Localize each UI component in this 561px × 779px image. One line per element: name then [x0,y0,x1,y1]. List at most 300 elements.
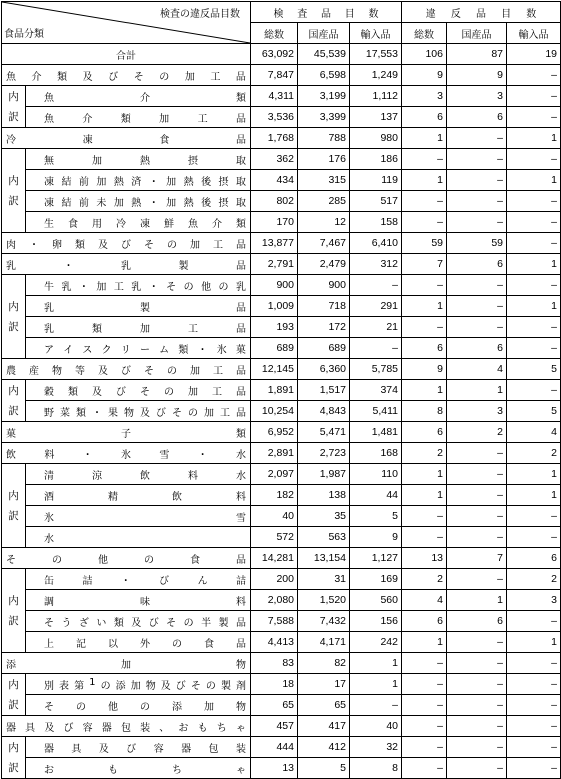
subcategory-label-text: 上 記 以 外 の 食 品 [44,638,246,650]
subcategory-label [26,296,251,317]
category-label [2,443,251,464]
value-cell: 8 [402,401,447,422]
value-cell: – [447,758,507,779]
value-cell: – [350,695,402,716]
value-cell: 1 [402,296,447,317]
value-cell: 1 [402,632,447,653]
value-cell: – [447,191,507,212]
value-cell: 900 [251,275,298,296]
subcategory-label-text: 乳 製 品 [44,302,246,314]
value-cell: – [402,149,447,170]
sub-header: 総数 [402,23,447,44]
value-cell: – [447,653,507,674]
value-cell: 7 [447,548,507,569]
category-label-text: 菓 子 類 [6,428,246,440]
value-cell: 12 [298,212,350,233]
breakdown-side-label: 内 訳 [2,737,26,779]
value-cell: 689 [298,338,350,359]
value-cell: 1,520 [298,590,350,611]
value-cell: 65 [251,695,298,716]
value-cell: 7,847 [251,65,298,86]
category-label [2,65,251,86]
subcategory-label-text: 牛 乳 ・ 加 工 乳 ・ そ の 他 の 乳 [44,281,246,293]
subcategory-label [26,674,251,695]
value-cell: 8 [350,758,402,779]
subcategory-row [2,212,561,233]
value-cell: – [507,149,561,170]
value-cell: 374 [350,380,402,401]
subcategory-label [26,569,251,590]
sub-header: 輸入品 [350,23,402,44]
sub-header: 総数 [251,23,298,44]
value-cell: – [507,653,561,674]
subcategory-label [26,737,251,758]
category-row [2,422,561,443]
value-cell: 572 [251,527,298,548]
subcategory-label [26,338,251,359]
value-cell: 2 [507,569,561,590]
value-cell: – [447,128,507,149]
subcategory-row [2,170,561,191]
subcategory-label [26,149,251,170]
value-cell: 5 [507,401,561,422]
subcategory-row [2,464,561,485]
subcategory-label-text: 凍 結 前 加 熱 済 ・ 加 熱 後 摂 取 [44,176,246,188]
value-cell: 2,891 [251,443,298,464]
value-cell: 5 [350,506,402,527]
value-cell: 13,154 [298,548,350,569]
value-cell: 40 [251,506,298,527]
subcategory-row [2,338,561,359]
value-cell: 457 [251,716,298,737]
category-label [2,653,251,674]
value-cell: – [507,338,561,359]
value-cell: 3 [447,86,507,107]
value-cell: 158 [350,212,402,233]
category-label [2,359,251,380]
value-cell: 31 [298,569,350,590]
category-row [2,716,561,737]
value-cell: – [447,170,507,191]
value-cell: 3 [402,86,447,107]
value-cell: 1 [507,170,561,191]
value-cell: 3 [507,590,561,611]
subcategory-row [2,695,561,716]
value-cell: 1 [402,485,447,506]
value-cell: – [507,716,561,737]
value-cell: 1 [402,464,447,485]
value-cell: 1 [402,170,447,191]
value-cell: 6 [447,107,507,128]
subcategory-row [2,527,561,548]
value-cell: – [447,632,507,653]
sub-header: 国産品 [298,23,350,44]
value-cell: – [447,464,507,485]
value-cell: 1,481 [350,422,402,443]
value-cell: 6 [447,338,507,359]
value-cell: 10,254 [251,401,298,422]
value-cell: – [507,611,561,632]
subcategory-label [26,191,251,212]
subcategory-label [26,611,251,632]
category-label [2,548,251,569]
value-cell: – [507,107,561,128]
category-row [2,548,561,569]
subcategory-row [2,86,561,107]
value-cell: 7,467 [298,233,350,254]
category-label-text: 冷 凍 食 品 [6,134,246,146]
category-label-text: 器 具 及 び 容 器 包 装 、 お も ち ゃ [6,722,246,734]
category-label-text: 添 加 物 [6,659,246,671]
subcategory-label-text: そ う ざ い 類 及 び そ の 半 製 品 [44,617,246,629]
value-cell: 1,891 [251,380,298,401]
value-cell: 19 [507,44,561,65]
value-cell: 7 [402,254,447,275]
value-cell: 182 [251,485,298,506]
value-cell: 6 [402,107,447,128]
value-cell: 170 [251,212,298,233]
value-cell: 980 [350,128,402,149]
value-cell: 5 [298,758,350,779]
subcategory-label-text: 清 涼 飲 料 水 [44,470,246,482]
value-cell: 2 [402,443,447,464]
value-cell: 2,097 [251,464,298,485]
subcategory-label-text: 穀 類 及 び そ の 加 工 品 [44,386,246,398]
value-cell: – [507,233,561,254]
breakdown-side-label: 内 訳 [2,275,26,359]
value-cell: 1 [507,485,561,506]
value-cell: – [402,191,447,212]
value-cell: – [507,506,561,527]
breakdown-side-label: 内 訳 [2,380,26,422]
value-cell: 1,127 [350,548,402,569]
value-cell: 315 [298,170,350,191]
value-cell: 137 [350,107,402,128]
subcategory-label-text: 魚 介 類 加 工 品 [44,113,246,125]
value-cell: 9 [350,527,402,548]
value-cell: 1 [507,128,561,149]
value-cell: – [350,338,402,359]
value-cell: 4,413 [251,632,298,653]
value-cell: 110 [350,464,402,485]
subcategory-label [26,632,251,653]
subcategory-row [2,569,561,590]
subcategory-label [26,485,251,506]
subcategory-row [2,275,561,296]
category-label-text: 肉 ・ 卵 類 及 び そ の 加 工 品 [6,239,246,251]
value-cell: 5 [507,359,561,380]
subcategory-row [2,380,561,401]
subcategory-label [26,590,251,611]
value-cell: 285 [298,191,350,212]
value-cell: 563 [298,527,350,548]
value-cell: – [447,296,507,317]
category-label [2,233,251,254]
value-cell: 1 [507,464,561,485]
value-cell: 45,539 [298,44,350,65]
value-cell: – [402,506,447,527]
value-cell: 3,399 [298,107,350,128]
category-row [2,653,561,674]
value-cell: 412 [298,737,350,758]
category-row [2,233,561,254]
subcategory-label-text: 氷 雪 [44,512,246,524]
value-cell: – [447,149,507,170]
value-cell: 291 [350,296,402,317]
value-cell: 1 [507,296,561,317]
category-label [2,422,251,443]
value-cell: – [447,527,507,548]
group-inspect-header [251,2,402,23]
subcategory-label-text: そ の 他 の 添 加 物 [44,701,246,713]
value-cell: 689 [251,338,298,359]
value-cell: 1 [507,254,561,275]
value-cell: 2 [447,422,507,443]
corner-top-label: 検査の違反品目数 [160,9,240,20]
value-cell: 6 [447,611,507,632]
group-violation-header [402,2,561,23]
subcategory-label [26,380,251,401]
value-cell: 1 [402,128,447,149]
value-cell: – [402,695,447,716]
value-cell: 1 [350,674,402,695]
value-cell: 1,112 [350,86,402,107]
value-cell: 138 [298,485,350,506]
value-cell: – [402,212,447,233]
subcategory-row [2,758,561,779]
subcategory-label-text: 野 菜 類 ・ 果 物 及 び そ の 加 工 品 [44,407,246,419]
value-cell: – [402,275,447,296]
value-cell: 3,199 [298,86,350,107]
group-inspect-label: 検 査 品 目 数 [273,8,379,20]
value-cell: 2,723 [298,443,350,464]
category-label-text: 飲 料 ・ 氷 雪 ・ 水 [6,449,246,461]
value-cell: – [507,317,561,338]
corner-bottom-label: 食品分類 [4,29,44,40]
value-cell: 87 [447,44,507,65]
value-cell: – [507,212,561,233]
value-cell: 18 [251,674,298,695]
value-cell: 119 [350,170,402,191]
value-cell: 7,588 [251,611,298,632]
corner-cell [2,2,251,44]
sub-header: 輸入品 [507,23,561,44]
value-cell: 59 [447,233,507,254]
value-cell: 802 [251,191,298,212]
value-cell: 434 [251,170,298,191]
value-cell: 900 [298,275,350,296]
value-cell: 176 [298,149,350,170]
value-cell: 362 [251,149,298,170]
value-cell: – [402,758,447,779]
value-cell: 417 [298,716,350,737]
subcategory-label-text: 器 具 及 び 容 器 包 装 [44,743,246,755]
value-cell: – [402,716,447,737]
value-cell: – [507,758,561,779]
value-cell: 1,987 [298,464,350,485]
category-label-text: 乳 ・ 乳 製 品 [6,260,246,272]
subcategory-row [2,674,561,695]
value-cell: 65 [298,695,350,716]
value-cell: 172 [298,317,350,338]
value-cell: 13 [402,548,447,569]
table-body [2,44,561,779]
value-cell: – [507,86,561,107]
value-cell: 1 [350,653,402,674]
subcategory-label [26,86,251,107]
breakdown-side-label: 内 訳 [2,569,26,653]
value-cell: 156 [350,611,402,632]
breakdown-side-label: 内 訳 [2,464,26,548]
value-cell: – [447,443,507,464]
value-cell: 13,877 [251,233,298,254]
value-cell: 2 [402,569,447,590]
subcategory-label [26,464,251,485]
value-cell: 4,311 [251,86,298,107]
value-cell: 6 [402,422,447,443]
value-cell: – [507,191,561,212]
subcategory-label [26,695,251,716]
value-cell: 200 [251,569,298,590]
value-cell: – [402,737,447,758]
value-cell: – [447,506,507,527]
value-cell: 4 [507,422,561,443]
category-row [2,359,561,380]
value-cell: 44 [350,485,402,506]
value-cell: – [507,65,561,86]
value-cell: – [447,695,507,716]
category-label [2,716,251,737]
subcategory-label [26,758,251,779]
total-label-text: 合 計 [116,50,136,62]
value-cell: 560 [350,590,402,611]
value-cell: 83 [251,653,298,674]
subcategory-row [2,632,561,653]
value-cell: – [402,653,447,674]
value-cell: 2,080 [251,590,298,611]
value-cell: 9 [447,65,507,86]
value-cell: 12,145 [251,359,298,380]
subcategory-label [26,401,251,422]
value-cell: 6,598 [298,65,350,86]
value-cell: 2,791 [251,254,298,275]
value-cell: – [402,527,447,548]
value-cell: 1,249 [350,65,402,86]
value-cell: 718 [298,296,350,317]
breakdown-side-label: 内 訳 [2,149,26,233]
value-cell: 82 [298,653,350,674]
subcategory-label [26,107,251,128]
value-cell: 17,553 [350,44,402,65]
value-cell: 5,411 [350,401,402,422]
value-cell: 59 [402,233,447,254]
value-cell: 1 [507,632,561,653]
subcategory-label [26,170,251,191]
category-label [2,254,251,275]
value-cell: – [447,716,507,737]
subcategory-label-text: 乳 類 加 工 品 [44,323,246,335]
value-cell: 788 [298,128,350,149]
subcategory-row [2,485,561,506]
value-cell: 4 [402,590,447,611]
header-row-1 [2,2,561,23]
category-label-text: そ の 他 の 食 品 [6,554,246,566]
value-cell: 169 [350,569,402,590]
value-cell: 63,092 [251,44,298,65]
value-cell: – [507,275,561,296]
subcategory-row [2,317,561,338]
value-cell: 6 [447,254,507,275]
value-cell: 6 [402,611,447,632]
value-cell: 6 [507,548,561,569]
value-cell: – [447,569,507,590]
category-row [2,443,561,464]
value-cell: 35 [298,506,350,527]
value-cell: – [402,317,447,338]
value-cell: – [447,317,507,338]
value-cell: 106 [402,44,447,65]
subcategory-label-text: 無 加 熱 摂 取 [44,155,246,167]
subcategory-row [2,296,561,317]
value-cell: – [447,674,507,695]
value-cell: 242 [350,632,402,653]
category-label-text: 農 産 物 等 及 び そ の 加 工 品 [6,365,246,377]
subcategory-label-text: 水 [44,533,54,545]
subcategory-label [26,317,251,338]
breakdown-side-label: 内 訳 [2,674,26,716]
subcategory-label-text: 凍 結 前 未 加 熱 ・ 加 熱 後 摂 取 [44,197,246,209]
value-cell: 168 [350,443,402,464]
value-cell: 5,785 [350,359,402,380]
subcategory-row [2,590,561,611]
breakdown-side-label: 内 訳 [2,86,26,128]
subcategory-row [2,107,561,128]
value-cell: 7,432 [298,611,350,632]
value-cell: 312 [350,254,402,275]
category-row [2,254,561,275]
subcategory-label-text: お も ち ゃ [44,764,246,776]
value-cell: 5,471 [298,422,350,443]
category-row [2,65,561,86]
subcategory-row [2,191,561,212]
value-cell: 9 [402,65,447,86]
value-cell: 444 [251,737,298,758]
value-cell: 13 [251,758,298,779]
subcategory-label-text: 生 食 用 冷 凍 鮮 魚 介 類 [44,218,246,230]
subcategory-label-text: ア イ ス ク リ ー ム 類 ・ 氷 菓 [44,344,246,356]
subcategory-label-text: 魚 介 類 [44,92,246,104]
value-cell: 9 [402,359,447,380]
value-cell: 1,517 [298,380,350,401]
value-cell: 3 [447,401,507,422]
value-cell: 17 [298,674,350,695]
value-cell: – [507,737,561,758]
category-label [2,128,251,149]
subcategory-row [2,506,561,527]
value-cell: 1,009 [251,296,298,317]
value-cell: – [402,674,447,695]
subcategory-label [26,527,251,548]
value-cell: 1 [402,380,447,401]
value-cell: – [507,674,561,695]
value-cell: 21 [350,317,402,338]
subcategory-label [26,506,251,527]
group-violation-label: 違 反 品 目 数 [425,8,537,20]
value-cell: – [447,485,507,506]
subcategory-row [2,611,561,632]
value-cell: 6,360 [298,359,350,380]
value-cell: 6,410 [350,233,402,254]
